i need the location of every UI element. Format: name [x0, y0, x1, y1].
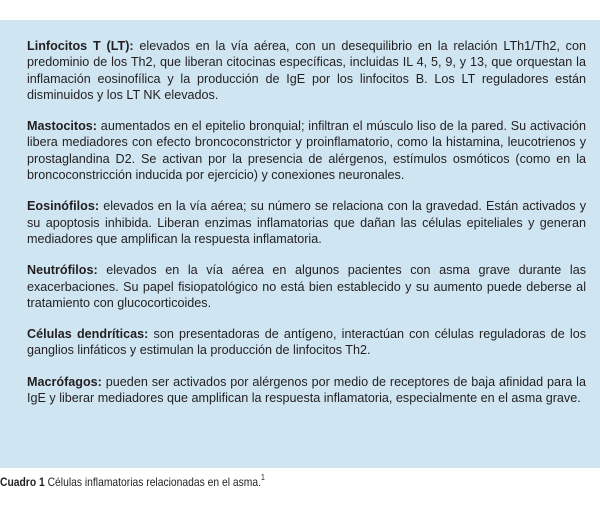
entry-term: Linfocitos T (LT): — [27, 39, 134, 53]
entry-term: Eosinófilos: — [27, 199, 100, 214]
caption-text: Células inflamatorias relacionadas en el asma. — [44, 475, 261, 489]
caption-reference: 1 — [260, 473, 265, 482]
entry-term: Mastocitos: — [27, 119, 97, 134]
entry-celulas-dendriticas — [27, 326, 586, 359]
entry-mastocitos — [27, 118, 586, 183]
entry-neutrofilos — [27, 262, 586, 311]
table-caption — [0, 474, 516, 490]
entry-text: aumentados en el epitelio bronquial; infiltran el músculo liso de la pared. Su activación libera mediadores con efecto broncoconstrictor y proinflamatorio, como la histamina, leucotrienos y prostaglandina D2. Se activan por la presencia de alérgenos, estímulos osmóticos (como en la broncoconstricción inducida por ejercicio) y conexiones neuronales. — [27, 119, 586, 183]
cuadro-box — [0, 20, 600, 468]
entry-linfocitos-t — [27, 38, 586, 103]
entry-text: son presentadoras de antígeno, interactúan con células reguladoras de los ganglios linfáticos y estimulan la producción de linfocitos Th2. — [27, 327, 586, 358]
entry-macrofagos — [27, 374, 586, 407]
entry-text: elevados en la vía aérea, con un desequilibrio en la relación LTh1/Th2, con predominio de los Th2, que liberan citocinas específicas, incluidas IL 4, 5, 9, y 13, que orquestan la inflamación eosinofílica y la producción de IgE por los linfocitos B. Los LT reguladores están disminuidos y los LT NK elevados. — [27, 39, 586, 102]
entry-term: Células dendríticas: — [27, 327, 149, 342]
entry-text: elevados en la vía aérea; su número se relaciona con la gravedad. Están activados y su apoptosis inhibida. Liberan enzimas inflamatorias que dañan las células epiteliales y generan mediadores que amplifican la respuesta inflamatoria. — [27, 199, 586, 246]
entry-text: pueden ser activados por alérgenos por medio de receptores de baja afinidad para la IgE y liberar mediadores que amplifican la respuesta inflamatoria, especialmente en el asma grave. — [27, 374, 586, 406]
entry-eosinofilos — [27, 198, 586, 247]
caption-label: Cuadro 1 — [0, 475, 45, 489]
entry-term: Neutrófilos: — [27, 263, 98, 278]
entry-term: Macrófagos: — [27, 374, 102, 389]
entry-text: elevados en la vía aérea en algunos pacientes con asma grave durante las exacerbaciones. Su papel fisiopatológico no está bien establecido y su aumento puede deberse al tratamiento con glucocorticoides. — [27, 263, 586, 310]
